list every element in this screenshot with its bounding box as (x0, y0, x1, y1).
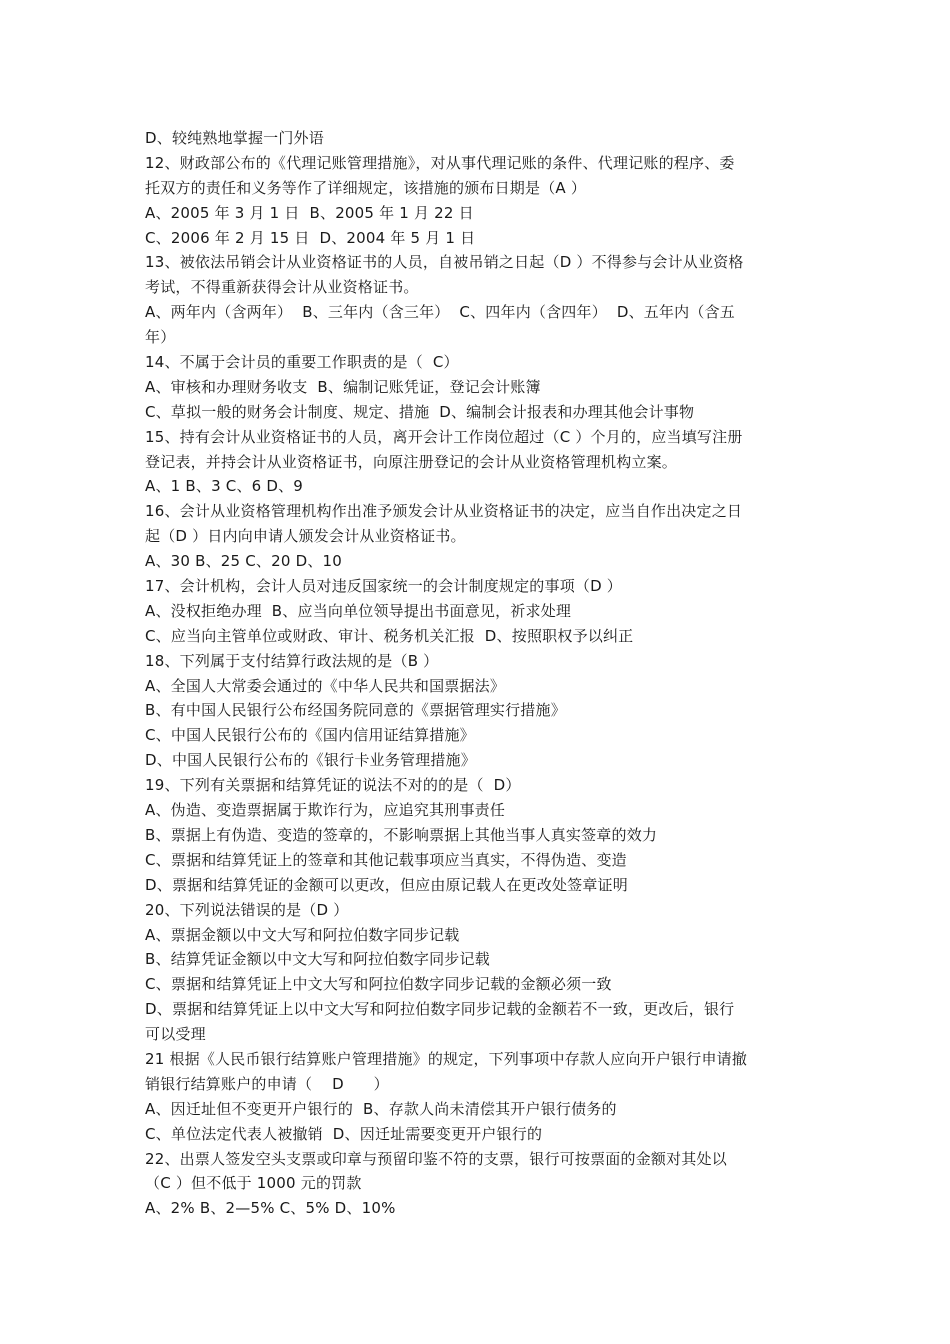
text-line: A、票据金额以中文大写和阿拉伯数字同步记载 (145, 925, 460, 944)
document-body (145, 126, 825, 1221)
text-line: B、有中国人民银行公布经国务院同意的《票据管理实行措施》 (145, 701, 566, 720)
text-line: A、没权拒绝办理 B、应当向单位领导提出书面意见，祈求处理 (145, 601, 572, 620)
text-line: A、2% B、2—5% C、5% D、10% (145, 1199, 396, 1218)
text-line: 15、持有会计从业资格证书的人员，离开会计工作岗位超过（C ）个月的，应当填写注册 (145, 427, 743, 446)
text-line: B、票据上有伪造、变造的签章的，不影响票据上其他当事人真实签章的效力 (145, 825, 658, 844)
text-line: 13、被依法吊销会计从业资格证书的人员，自被吊销之日起（D ）不得参与会计从业资格 (145, 253, 744, 272)
text-line: A、1 B、3 C、6 D、9 (145, 477, 304, 496)
text-line: D、较纯熟地掌握一门外语 (145, 129, 324, 147)
text-line: 14、不属于会计员的重要工作职责的是（ C） (145, 353, 459, 372)
text-line: 可以受理 (145, 1025, 206, 1044)
text-line: 16、会计从业资格管理机构作出准予颁发会计从业资格证书的决定，应当自作出决定之日 (145, 502, 743, 521)
text-line: 起（D ）日内向申请人颁发会计从业资格证书。 (145, 527, 466, 546)
text-line: A、审核和办理财务收支 B、编制记账凭证，登记会计账簿 (145, 377, 541, 396)
text-line: C、2006 年 2 月 15 日 D、2004 年 5 月 1 日 (145, 228, 476, 247)
text-line: B、结算凭证金额以中文大写和阿拉伯数字同步记载 (145, 950, 490, 969)
text-line: 12、财政部公布的《代理记账管理措施》，对从事代理记账的条件、代理记账的程序、委 (145, 153, 735, 172)
text-line: 登记表，并持会计从业资格证书，向原注册登记的会计从业资格管理机构立案。 (145, 452, 678, 471)
text-line: 年） (145, 328, 176, 347)
text-line: 19、下列有关票据和结算凭证的说法不对的的是（ D） (145, 776, 521, 795)
text-line: A、全国人大常委会通过的《中华人民共和国票据法》 (145, 676, 506, 695)
text-line: C、单位法定代表人被撤销 D、因迁址需要变更开户银行的 (145, 1124, 543, 1143)
text-line: A、伪造、变造票据属于欺诈行为，应追究其刑事责任 (145, 801, 506, 820)
text-line: 考试，不得重新获得会计从业资格证书。 (145, 278, 419, 297)
text-line: A、30 B、25 C、20 D、10 (145, 552, 343, 571)
text-line: C、票据和结算凭证上的签章和其他记载事项应当真实，不得伪造、变造 (145, 850, 627, 869)
text-line: 20、下列说法错误的是（D ） (145, 900, 349, 919)
text-line: 21 根据《人民币银行结算账户管理措施》的规定，下列事项中存款人应向开户银行申请撤 (145, 1049, 748, 1068)
text-line: C、应当向主管单位或财政、审计、税务机关汇报 D、按照职权予以纠正 (145, 626, 634, 645)
text-line: 销银行结算账户的申请（ D ） (145, 1074, 389, 1093)
text-line: 18、下列属于支付结算行政法规的是（B ） (145, 651, 439, 670)
text-line: 17、会计机构，会计人员对违反国家统一的会计制度规定的事项（D ） (145, 577, 623, 596)
text-line: A、因迁址但不变更开户银行的 B、存款人尚未清偿其开户银行债务的 (145, 1099, 617, 1118)
text-line: A、2005 年 3 月 1 日 B、2005 年 1 月 22 日 (145, 203, 474, 222)
text-line: A、两年内（含两年） B、三年内（含三年） C、四年内（含四年） D、五年内（含五 (145, 303, 735, 322)
text-line: C、中国人民银行公布的《国内信用证结算措施》 (145, 726, 475, 745)
text-line: C、草拟一般的财务会计制度、规定、措施 D、编制会计报表和办理其他会计事物 (145, 402, 695, 421)
text-line: D、票据和结算凭证的金额可以更改，但应由原记载人在更改处签章证明 (145, 875, 628, 894)
text-line: C、票据和结算凭证上中文大写和阿拉伯数字同步记载的金额必须一致 (145, 975, 612, 994)
text-line: 托双方的责任和义务等作了详细规定，该措施的颁布日期是（A ） (145, 178, 587, 197)
text-line: D、票据和结算凭证上以中文大写和阿拉伯数字同步记载的金额若不一致，更改后，银行 (145, 1000, 735, 1019)
text-line: D、中国人民银行公布的《银行卡业务管理措施》 (145, 751, 476, 770)
text-line: （C ）但不低于 1000 元的罚款 (145, 1174, 362, 1193)
text-line: 22、出票人签发空头支票或印章与预留印鉴不符的支票，银行可按票面的金额对其处以 (145, 1149, 727, 1168)
